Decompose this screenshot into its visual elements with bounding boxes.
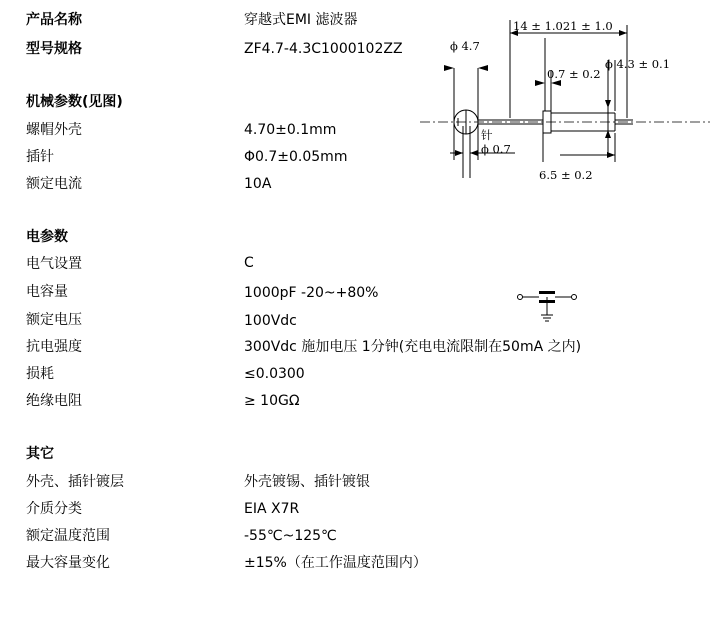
electrical-row-value: 1000pF -20~+80% (244, 285, 379, 301)
dimension-diagram (415, 0, 720, 190)
electrical-row-label: 额定电压 (26, 312, 82, 328)
other-row-value: -55℃~125℃ (244, 528, 337, 544)
pin-label: 针 (481, 128, 493, 142)
capacitor-symbol-icon (515, 285, 580, 325)
mechanical-row-label: 额定电流 (26, 176, 82, 192)
electrical-row-value: 300Vdc 施加电压 1分钟(充电电流限制在50mA 之内) (244, 339, 582, 355)
electrical-row-label: 电气设置 (26, 256, 82, 272)
other-row-label: 介质分类 (26, 501, 82, 517)
dim-overall: 14 ± 1.021 ± 1.0 (513, 19, 613, 33)
other-row-label: 最大容量变化 (26, 555, 110, 571)
electrical-row-value: C (244, 255, 254, 271)
dim-65: 6.5 ± 0.2 (539, 168, 593, 182)
model-value: ZF4.7-4.3C1000102ZZ (244, 41, 403, 57)
other-heading: 其它 (26, 446, 54, 462)
dim-phi-43: ϕ 4.3 ± 0.1 (605, 57, 671, 71)
electrical-row-value: ≥ 10GΩ (244, 393, 300, 409)
mechanical-row-label: 螺帽外壳 (26, 122, 82, 138)
product-name-value: 穿越式EMI 滤波器 (244, 12, 358, 28)
electrical-row-label: 抗电强度 (26, 339, 82, 355)
dim-phi-07: ϕ 0.7 (481, 142, 511, 156)
model-label: 型号规格 (26, 41, 82, 57)
mechanical-row-value: Φ0.7±0.05mm (244, 149, 348, 165)
other-row-value: 外壳镀锡、插针镀银 (244, 474, 370, 490)
other-row-value: ±15%（在工作温度范围内） (244, 555, 427, 571)
electrical-heading: 电参数 (26, 229, 68, 245)
electrical-row-label: 绝缘电阻 (26, 393, 82, 409)
electrical-row-value: 100Vdc (244, 313, 297, 329)
dim-07: 0.7 ± 0.2 (547, 67, 601, 81)
electrical-row-label: 损耗 (26, 366, 54, 382)
electrical-row-value: ≤0.0300 (244, 366, 305, 382)
mechanical-row-value: 4.70±0.1mm (244, 122, 337, 138)
dim-phi-47: ϕ 4.7 (450, 39, 480, 53)
electrical-row-label: 电容量 (26, 284, 68, 300)
other-row-label: 额定温度范围 (26, 528, 110, 544)
mechanical-row-value: 10A (244, 176, 272, 192)
product-name-label: 产品名称 (26, 12, 82, 28)
other-row-label: 外壳、插针镀层 (26, 474, 124, 490)
mechanical-row-label: 插针 (26, 149, 54, 165)
mechanical-heading: 机械参数(见图) (26, 94, 123, 110)
other-row-value: EIA X7R (244, 501, 300, 517)
